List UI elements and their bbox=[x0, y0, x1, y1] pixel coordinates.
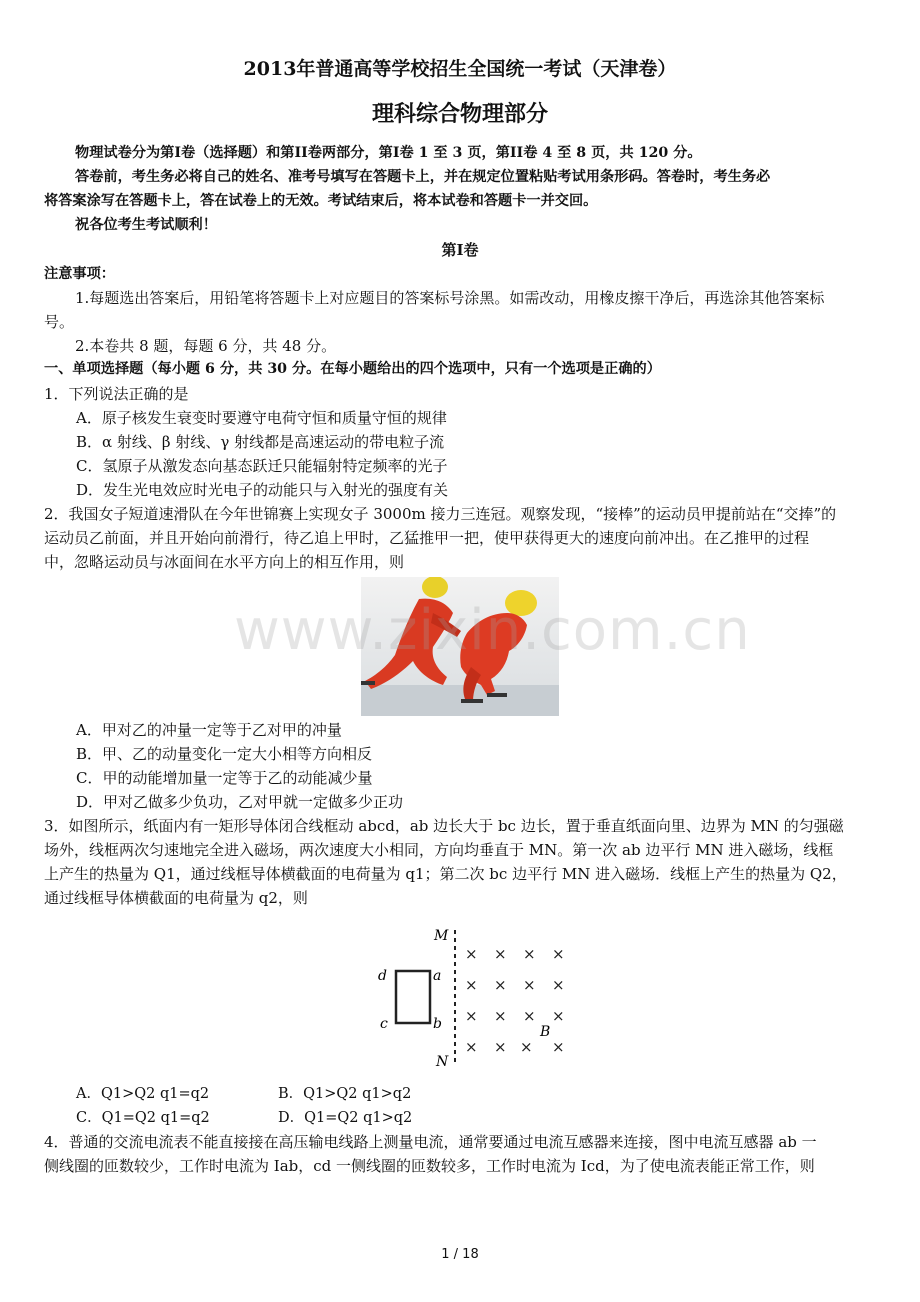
note-2: 2.本卷共 8 题，每题 6 分，共 48 分。 bbox=[75, 337, 337, 355]
question-2-line-2: 运动员乙前面，并且开始向前滑行，待乙追上甲时，乙猛推甲一把，使甲获得更大的速度向前冲出。在乙推甲的过程 bbox=[44, 529, 810, 547]
question-2-option-d: D．甲对乙做多少负功，乙对甲就一定做多少正功 bbox=[76, 793, 404, 811]
label-n: N bbox=[436, 1054, 449, 1070]
question-3-line-3: 上产生的热量为 Q1，通过线框导体横截面的电荷量为 q1；第二次 bc 边平行 MN 进入磁场．线框上产生的热量为 Q2， bbox=[44, 865, 847, 883]
part-1-heading: 一、单项选择题（每小题 6 分，共 30 分。在每小题给出的四个选项中，只有一个选项是正确的） bbox=[44, 361, 661, 377]
question-1-option-c: C．氢原子从激发态向基态跃迁只能辐射特定频率的光子 bbox=[76, 457, 448, 475]
question-1-option-d: D．发生光电效应时光电子的动能只与入射光的强度有关 bbox=[76, 481, 449, 499]
question-3-line-2: 场外，线框两次匀速地完全进入磁场，两次速度大小相同，方向均垂直于 MN。第一次 ab 边平行 MN 进入磁场，线框 bbox=[44, 841, 834, 859]
magnetic-field-diagram bbox=[372, 924, 582, 1074]
question-4-line-2: 侧线圈的匝数较少，工作时电流为 Iab，cd 一侧线圈的匝数较多，工作时电流为 Icd，为了使电流表能正常工作，则 bbox=[44, 1157, 815, 1175]
field-cross: × bbox=[552, 945, 565, 963]
question-2-option-b: B．甲、乙的动量变化一定大小相等方向相反 bbox=[76, 745, 373, 763]
question-2-line-3: 中，忽略运动员与冰面间在水平方向上的相互作用，则 bbox=[44, 553, 405, 571]
field-cross: × bbox=[523, 1007, 536, 1025]
section-heading: 第I卷 bbox=[441, 241, 479, 259]
field-cross: × bbox=[465, 945, 478, 963]
watermark: www.zixin.com.cn bbox=[234, 598, 751, 663]
field-cross: × bbox=[523, 976, 536, 994]
question-3-option-a: A．Q1>Q2 q1=q2 bbox=[76, 1086, 210, 1102]
label-b: b bbox=[433, 1016, 442, 1032]
page-number: 1 / 18 bbox=[441, 1247, 479, 1262]
field-cross: × bbox=[465, 1038, 478, 1056]
field-cross: × bbox=[520, 1038, 533, 1056]
question-3-option-d: D．Q1=Q2 q1>q2 bbox=[278, 1110, 413, 1126]
label-c: c bbox=[380, 1016, 388, 1032]
intro-paragraph-2b: 将答案涂写在答题卡上，答在试卷上的无效。考试结束后，将本试卷和答题卡一并交回。 bbox=[44, 193, 598, 209]
question-1-option-a: A．原子核发生衰变时要遵守电荷守恒和质量守恒的规律 bbox=[76, 409, 447, 427]
intro-paragraph-2a: 答卷前，考生务必将自己的姓名、准考号填写在答题卡上，并在规定位置粘贴考试用条形码。答卷时，考生务必 bbox=[75, 169, 771, 185]
exam-title: 2013年普通高等学校招生全国统一考试（天津卷） bbox=[243, 58, 677, 80]
field-cross: × bbox=[552, 1038, 565, 1056]
label-d: d bbox=[378, 968, 387, 984]
field-cross: × bbox=[494, 976, 507, 994]
field-cross: × bbox=[494, 945, 507, 963]
rectangular-frame bbox=[396, 971, 430, 1023]
question-3-line-1: 3．如图所示，纸面内有一矩形导体闭合线框动 abcd，ab 边长大于 bc 边长，置于垂直纸面向里、边界为 MN 的匀强磁 bbox=[44, 817, 844, 835]
exam-subtitle: 理科综合物理部分 bbox=[371, 101, 548, 127]
question-2-option-a: A．甲对乙的冲量一定等于乙对甲的冲量 bbox=[76, 721, 342, 739]
question-2-option-c: C．甲的动能增加量一定等于乙的动能减少量 bbox=[76, 769, 373, 787]
field-cross: × bbox=[465, 976, 478, 994]
field-cross: × bbox=[523, 945, 536, 963]
intro-paragraph-1: 物理试卷分为第I卷（选择题）和第II卷两部分，第I卷 1 至 3 页，第II卷 4 至 8 页，共 120 分。 bbox=[75, 145, 702, 161]
intro-paragraph-3: 祝各位考生考试顺利！ bbox=[75, 217, 217, 233]
question-4-line-1: 4．普通的交流电流表不能直接接在高压输电线路上测量电流，通常要通过电流互感器来连接，图中电流互感器 ab 一 bbox=[44, 1133, 817, 1151]
question-3-option-b: B．Q1>Q2 q1>q2 bbox=[278, 1086, 412, 1102]
question-1-stem: 1．下列说法正确的是 bbox=[44, 385, 189, 403]
label-field-b: B bbox=[540, 1024, 551, 1040]
label-a: a bbox=[433, 968, 442, 984]
field-cross: × bbox=[465, 1007, 478, 1025]
notes-label: 注意事项： bbox=[44, 266, 115, 282]
question-3-option-c: C．Q1=Q2 q1=q2 bbox=[76, 1110, 210, 1126]
label-m: M bbox=[434, 928, 449, 944]
field-cross: × bbox=[552, 976, 565, 994]
field-cross: × bbox=[494, 1038, 507, 1056]
note-1b: 号。 bbox=[44, 313, 75, 331]
question-1-option-b: B．α 射线、β 射线、γ 射线都是高速运动的带电粒子流 bbox=[76, 433, 445, 451]
field-cross: × bbox=[552, 1007, 565, 1025]
note-1a: 1.每题选出答案后，用铅笔将答题卡上对应题目的答案标号涂黑。如需改动，用橡皮擦干净后，再选涂其他答案标 bbox=[75, 289, 825, 307]
field-cross: × bbox=[494, 1007, 507, 1025]
question-3-line-4: 通过线框导体横截面的电荷量为 q2，则 bbox=[44, 889, 308, 907]
question-2-line-1: 2．我国女子短道速滑队在今年世锦赛上实现女子 3000m 接力三连冠。观察发现，“接棒”的运动员甲提前站在“交捧”的 bbox=[44, 505, 837, 523]
